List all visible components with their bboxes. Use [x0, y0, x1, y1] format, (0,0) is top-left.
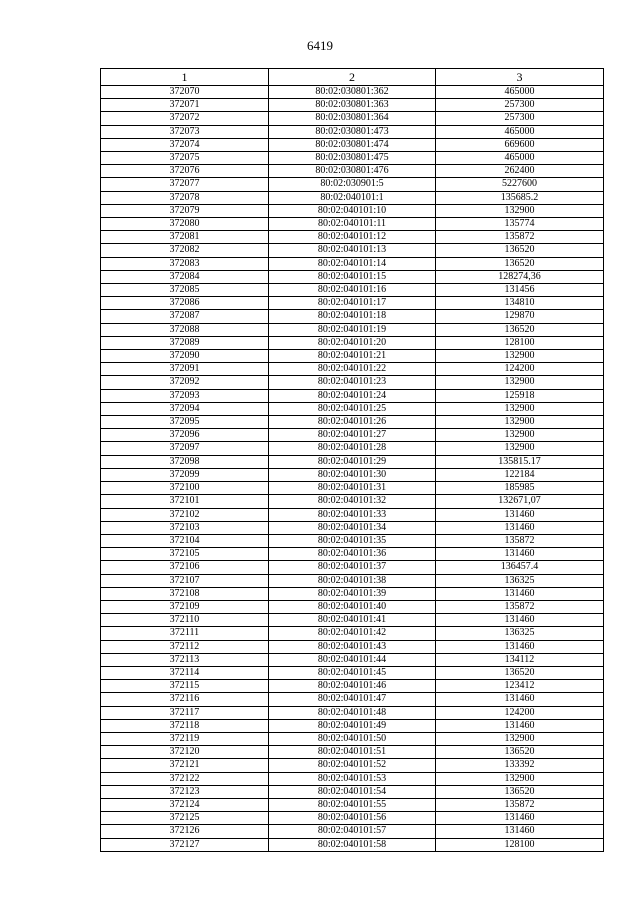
table-row [101, 706, 604, 719]
table-cell-col-3: 131460 [436, 825, 604, 838]
header-row [101, 69, 604, 86]
table-cell-col-2: 80:02:040101:27 [269, 429, 436, 442]
table-cell-col-1: 372092 [101, 376, 269, 389]
table-cell-col-2: 80:02:040101:49 [269, 719, 436, 732]
table-cell-col-1: 372071 [101, 99, 269, 112]
table-cell-col-1: 372076 [101, 165, 269, 178]
table-cell-col-3: 128100 [436, 336, 604, 349]
table-cell-col-1: 372096 [101, 429, 269, 442]
table-cell-col-3: 262400 [436, 165, 604, 178]
table-cell-col-3: 123412 [436, 680, 604, 693]
table-cell-col-3: 136520 [436, 746, 604, 759]
table-row [101, 297, 604, 310]
table-cell-col-2: 80:02:040101:51 [269, 746, 436, 759]
table-cell-col-1: 372084 [101, 270, 269, 283]
table-header [101, 69, 604, 86]
table-cell-col-1: 372079 [101, 204, 269, 217]
table-cell-col-2: 80:02:040101:38 [269, 574, 436, 587]
table-cell-col-3: 125918 [436, 389, 604, 402]
table-cell-col-1: 372125 [101, 812, 269, 825]
table-cell-col-3: 131460 [436, 587, 604, 600]
table-row [101, 257, 604, 270]
table-cell-col-3: 134810 [436, 297, 604, 310]
table-cell-col-1: 372097 [101, 442, 269, 455]
table-cell-col-2: 80:02:040101:35 [269, 534, 436, 547]
table-row [101, 416, 604, 429]
table-cell-col-3: 465000 [436, 125, 604, 138]
table-cell-col-1: 372081 [101, 231, 269, 244]
table-cell-col-3: 136520 [436, 666, 604, 679]
table-cell-col-2: 80:02:040101:58 [269, 838, 436, 851]
table-row [101, 574, 604, 587]
table-cell-col-3: 124200 [436, 706, 604, 719]
table-cell-col-1: 372095 [101, 416, 269, 429]
table-row [101, 323, 604, 336]
table-cell-col-2: 80:02:040101:53 [269, 772, 436, 785]
table-row [101, 534, 604, 547]
table-cell-col-3: 131460 [436, 719, 604, 732]
table-cell-col-1: 372089 [101, 336, 269, 349]
table-row [101, 521, 604, 534]
table-cell-col-1: 372114 [101, 666, 269, 679]
table-cell-col-2: 80:02:040101:47 [269, 693, 436, 706]
table-cell-col-1: 372124 [101, 798, 269, 811]
table-row [101, 376, 604, 389]
table-cell-col-3: 135774 [436, 218, 604, 231]
table-cell-col-1: 372083 [101, 257, 269, 270]
table-row [101, 693, 604, 706]
table-cell-col-3: 136520 [436, 244, 604, 257]
data-table [100, 68, 604, 852]
table-cell-col-3: 134112 [436, 653, 604, 666]
table-row [101, 350, 604, 363]
table-cell-col-2: 80:02:040101:31 [269, 482, 436, 495]
table-cell-col-3: 128100 [436, 838, 604, 851]
table-cell-col-3: 132900 [436, 376, 604, 389]
table-cell-col-3: 136520 [436, 257, 604, 270]
table-cell-col-2: 80:02:040101:21 [269, 350, 436, 363]
table-cell-col-1: 372073 [101, 125, 269, 138]
table-cell-col-2: 80:02:040101:36 [269, 548, 436, 561]
table-cell-col-1: 372102 [101, 508, 269, 521]
table-cell-col-3: 128274,36 [436, 270, 604, 283]
table-cell-col-3: 129870 [436, 310, 604, 323]
table-row [101, 732, 604, 745]
table-cell-col-1: 372122 [101, 772, 269, 785]
table-row [101, 825, 604, 838]
table-row [101, 178, 604, 191]
table-cell-col-3: 132900 [436, 402, 604, 415]
table-cell-col-1: 372070 [101, 86, 269, 99]
table-cell-col-3: 135872 [436, 798, 604, 811]
table-cell-col-2: 80:02:040101:46 [269, 680, 436, 693]
table-row [101, 244, 604, 257]
table-cell-col-2: 80:02:040101:33 [269, 508, 436, 521]
table-cell-col-1: 372112 [101, 640, 269, 653]
table-cell-col-1: 372088 [101, 323, 269, 336]
table-cell-col-3: 132900 [436, 350, 604, 363]
table-row [101, 561, 604, 574]
table-cell-col-1: 372108 [101, 587, 269, 600]
table-cell-col-1: 372126 [101, 825, 269, 838]
table-row [101, 191, 604, 204]
table-cell-col-1: 372091 [101, 363, 269, 376]
table-row [101, 429, 604, 442]
table-cell-col-3: 132900 [436, 204, 604, 217]
table-cell-col-3: 131460 [436, 812, 604, 825]
table-row [101, 218, 604, 231]
table-row [101, 204, 604, 217]
table-cell-col-2: 80:02:040101:48 [269, 706, 436, 719]
table-row [101, 785, 604, 798]
table-cell-col-3: 131456 [436, 284, 604, 297]
table-cell-col-3: 135815.17 [436, 455, 604, 468]
table-cell-col-2: 80:02:040101:28 [269, 442, 436, 455]
table-cell-col-2: 80:02:040101:40 [269, 600, 436, 613]
table-cell-col-3: 135685.2 [436, 191, 604, 204]
table-row [101, 548, 604, 561]
table-row [101, 495, 604, 508]
table-cell-col-1: 372106 [101, 561, 269, 574]
table-cell-col-1: 372101 [101, 495, 269, 508]
table-row [101, 270, 604, 283]
table-cell-col-1: 372119 [101, 732, 269, 745]
table-cell-col-2: 80:02:040101:56 [269, 812, 436, 825]
table-cell-col-3: 132900 [436, 772, 604, 785]
table-cell-col-1: 372100 [101, 482, 269, 495]
table-cell-col-1: 372120 [101, 746, 269, 759]
table-row [101, 231, 604, 244]
table-cell-col-2: 80:02:040101:30 [269, 468, 436, 481]
table-row [101, 508, 604, 521]
table-cell-col-3: 136325 [436, 627, 604, 640]
table-cell-col-1: 372121 [101, 759, 269, 772]
table-cell-col-3: 131460 [436, 640, 604, 653]
table-cell-col-1: 372109 [101, 600, 269, 613]
table-row [101, 587, 604, 600]
table-cell-col-2: 80:02:040101:24 [269, 389, 436, 402]
table-cell-col-1: 372116 [101, 693, 269, 706]
table-cell-col-2: 80:02:030801:364 [269, 112, 436, 125]
table-cell-col-1: 372099 [101, 468, 269, 481]
table-cell-col-3: 465000 [436, 86, 604, 99]
table-cell-col-2: 80:02:030801:362 [269, 86, 436, 99]
table-cell-col-2: 80:02:040101:19 [269, 323, 436, 336]
table-row [101, 759, 604, 772]
table-row [101, 125, 604, 138]
table-row [101, 772, 604, 785]
table-cell-col-2: 80:02:040101:25 [269, 402, 436, 415]
table-cell-col-1: 372082 [101, 244, 269, 257]
table-cell-col-2: 80:02:040101:22 [269, 363, 436, 376]
table-cell-col-1: 372072 [101, 112, 269, 125]
table-cell-col-3: 131460 [436, 693, 604, 706]
table-row [101, 468, 604, 481]
table-cell-col-2: 80:02:030801:474 [269, 138, 436, 151]
table-cell-col-3: 257300 [436, 112, 604, 125]
table-cell-col-1: 372103 [101, 521, 269, 534]
table-cell-col-3: 131460 [436, 508, 604, 521]
table-row [101, 455, 604, 468]
table-cell-col-3: 135872 [436, 534, 604, 547]
table-row [101, 600, 604, 613]
table-cell-col-2: 80:02:040101:12 [269, 231, 436, 244]
table-cell-col-2: 80:02:040101:52 [269, 759, 436, 772]
table-row [101, 99, 604, 112]
table-cell-col-1: 372078 [101, 191, 269, 204]
table-cell-col-1: 372098 [101, 455, 269, 468]
table-row [101, 310, 604, 323]
table-cell-col-2: 80:02:040101:20 [269, 336, 436, 349]
table-row [101, 482, 604, 495]
table-body [101, 86, 604, 852]
table-cell-col-1: 372111 [101, 627, 269, 640]
table-cell-col-1: 372080 [101, 218, 269, 231]
table-cell-col-1: 372074 [101, 138, 269, 151]
table-row [101, 363, 604, 376]
table-row [101, 680, 604, 693]
table-row [101, 442, 604, 455]
table-cell-col-2: 80:02:040101:45 [269, 666, 436, 679]
table-cell-col-1: 372115 [101, 680, 269, 693]
table-cell-col-2: 80:02:040101:50 [269, 732, 436, 745]
table-cell-col-2: 80:02:040101:14 [269, 257, 436, 270]
table-row [101, 812, 604, 825]
table-row [101, 284, 604, 297]
table-cell-col-2: 80:02:040101:54 [269, 785, 436, 798]
table-cell-col-2: 80:02:040101:18 [269, 310, 436, 323]
table-row [101, 627, 604, 640]
table-cell-col-2: 80:02:040101:23 [269, 376, 436, 389]
table-cell-col-1: 372123 [101, 785, 269, 798]
table-cell-col-2: 80:02:040101:17 [269, 297, 436, 310]
table-row [101, 719, 604, 732]
table-row [101, 798, 604, 811]
table-cell-col-2: 80:02:040101:29 [269, 455, 436, 468]
table-cell-col-2: 80:02:040101:10 [269, 204, 436, 217]
table-row [101, 336, 604, 349]
table-row [101, 666, 604, 679]
table-cell-col-2: 80:02:040101:26 [269, 416, 436, 429]
table-cell-col-3: 131460 [436, 521, 604, 534]
table-cell-col-3: 5227600 [436, 178, 604, 191]
table-cell-col-2: 80:02:040101:39 [269, 587, 436, 600]
table-row [101, 746, 604, 759]
table-cell-col-2: 80:02:040101:13 [269, 244, 436, 257]
table-row [101, 389, 604, 402]
table-cell-col-2: 80:02:040101:55 [269, 798, 436, 811]
table-cell-col-3: 132900 [436, 429, 604, 442]
table-cell-col-3: 133392 [436, 759, 604, 772]
column-header-3: 3 [436, 69, 604, 86]
table-cell-col-2: 80:02:030801:363 [269, 99, 436, 112]
table-cell-col-2: 80:02:040101:16 [269, 284, 436, 297]
table-cell-col-1: 372117 [101, 706, 269, 719]
table-cell-col-2: 80:02:040101:42 [269, 627, 436, 640]
table-cell-col-3: 131460 [436, 614, 604, 627]
table-cell-col-3: 122184 [436, 468, 604, 481]
table-cell-col-2: 80:02:040101:41 [269, 614, 436, 627]
table-row [101, 653, 604, 666]
table-cell-col-2: 80:02:040101:43 [269, 640, 436, 653]
table-cell-col-2: 80:02:030801:475 [269, 152, 436, 165]
table-cell-col-3: 124200 [436, 363, 604, 376]
table-row [101, 640, 604, 653]
table-row [101, 614, 604, 627]
table-cell-col-3: 132671,07 [436, 495, 604, 508]
table-cell-col-3: 136520 [436, 323, 604, 336]
table-cell-col-1: 372086 [101, 297, 269, 310]
table-cell-col-2: 80:02:040101:32 [269, 495, 436, 508]
table-row [101, 402, 604, 415]
table-cell-col-2: 80:02:040101:34 [269, 521, 436, 534]
table-cell-col-2: 80:02:030801:476 [269, 165, 436, 178]
page-number: 6419 [307, 38, 333, 53]
table-cell-col-1: 372085 [101, 284, 269, 297]
table-row [101, 138, 604, 151]
table-cell-col-3: 136325 [436, 574, 604, 587]
table-cell-col-1: 372104 [101, 534, 269, 547]
table-row [101, 112, 604, 125]
table-cell-col-2: 80:02:040101:57 [269, 825, 436, 838]
table-cell-col-3: 135872 [436, 600, 604, 613]
column-header-1: 1 [101, 69, 269, 86]
table-cell-col-3: 132900 [436, 732, 604, 745]
table-cell-col-3: 257300 [436, 99, 604, 112]
table-cell-col-3: 185985 [436, 482, 604, 495]
table-cell-col-3: 136457.4 [436, 561, 604, 574]
table-cell-col-3: 465000 [436, 152, 604, 165]
table-cell-col-3: 135872 [436, 231, 604, 244]
table-cell-col-2: 80:02:040101:11 [269, 218, 436, 231]
table-cell-col-1: 372090 [101, 350, 269, 363]
table-cell-col-3: 131460 [436, 548, 604, 561]
column-header-2: 2 [269, 69, 436, 86]
table-cell-col-3: 132900 [436, 416, 604, 429]
table-cell-col-2: 80:02:040101:1 [269, 191, 436, 204]
table-cell-col-3: 132900 [436, 442, 604, 455]
table-row [101, 152, 604, 165]
table-cell-col-1: 372127 [101, 838, 269, 851]
table-cell-col-1: 372087 [101, 310, 269, 323]
table-cell-col-2: 80:02:030901:5 [269, 178, 436, 191]
table-cell-col-1: 372107 [101, 574, 269, 587]
table-cell-col-2: 80:02:040101:37 [269, 561, 436, 574]
table-row [101, 86, 604, 99]
table-cell-col-1: 372094 [101, 402, 269, 415]
table-cell-col-1: 372105 [101, 548, 269, 561]
table-row [101, 165, 604, 178]
table-cell-col-3: 669600 [436, 138, 604, 151]
table-cell-col-1: 372093 [101, 389, 269, 402]
table-cell-col-1: 372077 [101, 178, 269, 191]
table-cell-col-1: 372118 [101, 719, 269, 732]
table-cell-col-1: 372110 [101, 614, 269, 627]
table-cell-col-2: 80:02:040101:44 [269, 653, 436, 666]
table-cell-col-2: 80:02:040101:15 [269, 270, 436, 283]
table-cell-col-2: 80:02:030801:473 [269, 125, 436, 138]
table-row [101, 838, 604, 851]
table-cell-col-1: 372075 [101, 152, 269, 165]
table-cell-col-3: 136520 [436, 785, 604, 798]
table-cell-col-1: 372113 [101, 653, 269, 666]
